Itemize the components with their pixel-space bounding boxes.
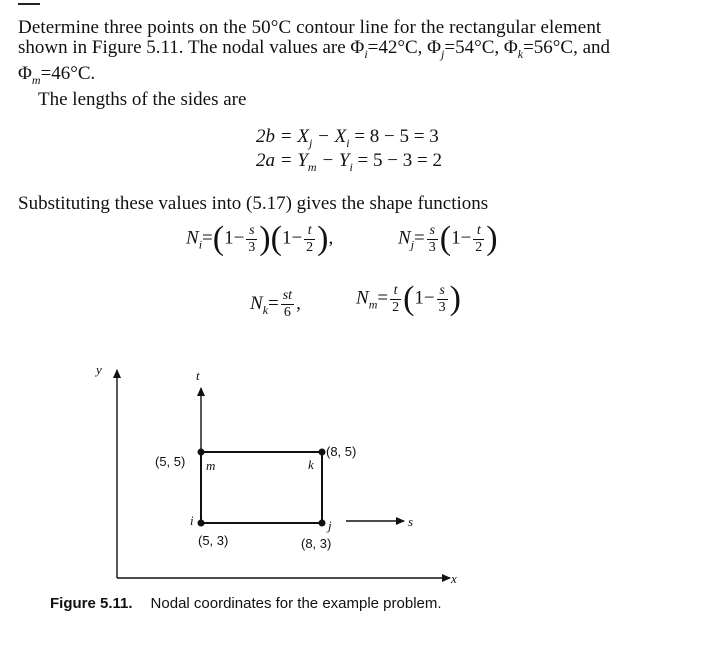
shape-function-Nk: $N_k=$ $\frac{st}{6}$ ,: [250, 288, 301, 320]
figure-caption-label: Figure 5.11.: [50, 595, 133, 612]
node-m: [198, 449, 205, 456]
equation-2b: $2b = X_j - X_i = 8 - 5 = 3$: [256, 126, 439, 150]
problem-line-2: shown in Figure 5.11. The nodal values are $\Phi_i=42^\circ C$, $\Phi_j=54^\circ C$, $\Phi_k=56^\circ C$, and: [18, 37, 611, 61]
node-i-label: i: [190, 513, 194, 528]
node-i-coord: (5, 3): [198, 533, 229, 548]
problem-line-3: $\Phi_m=46^\circ C$.: [18, 63, 96, 87]
s-axis-label: s: [408, 514, 414, 529]
node-i: [198, 520, 205, 527]
node-k-coord: (8, 5): [326, 444, 357, 459]
element-rectangle: [201, 452, 322, 523]
node-j: [319, 520, 326, 527]
problem-line-1: Determine three points on the 50°C contour line for the rectangular element: [18, 17, 602, 38]
figure-caption: [50, 595, 442, 612]
shape-function-Nm: $N_m=$ $\frac{t}{2}$ (1− $\frac{s}{3}$ ): [356, 280, 461, 317]
y-axis-label: y: [96, 362, 102, 377]
node-m-label: m: [206, 458, 216, 473]
substituting-text: Substituting these values into (5.17) gives the shape functions: [18, 193, 489, 214]
equation-2a: $2a = Y_m - Y_i = 5 - 3 = 2$: [256, 150, 442, 174]
node-m-coord: (5, 5): [155, 454, 186, 469]
shape-function-Ni: $N_i=(1-$ $\frac{s}{3}$ )(1− $\frac{t}{2}$ ),: [186, 220, 334, 257]
t-axis-label: t: [196, 368, 200, 383]
lengths-intro: The lengths of the sides are: [38, 89, 247, 110]
node-k: [319, 449, 326, 456]
node-j-coord: (8, 3): [301, 536, 332, 551]
figure-caption-text: Nodal coordinates for the example problem.: [150, 595, 442, 612]
node-j-label: j: [328, 518, 332, 533]
x-axis-label: x: [451, 571, 457, 586]
shape-function-Nj: $N_j=$ $\frac{s}{3}$ (1− $\frac{t}{2}$ ): [398, 220, 498, 257]
node-k-label: k: [308, 457, 314, 472]
